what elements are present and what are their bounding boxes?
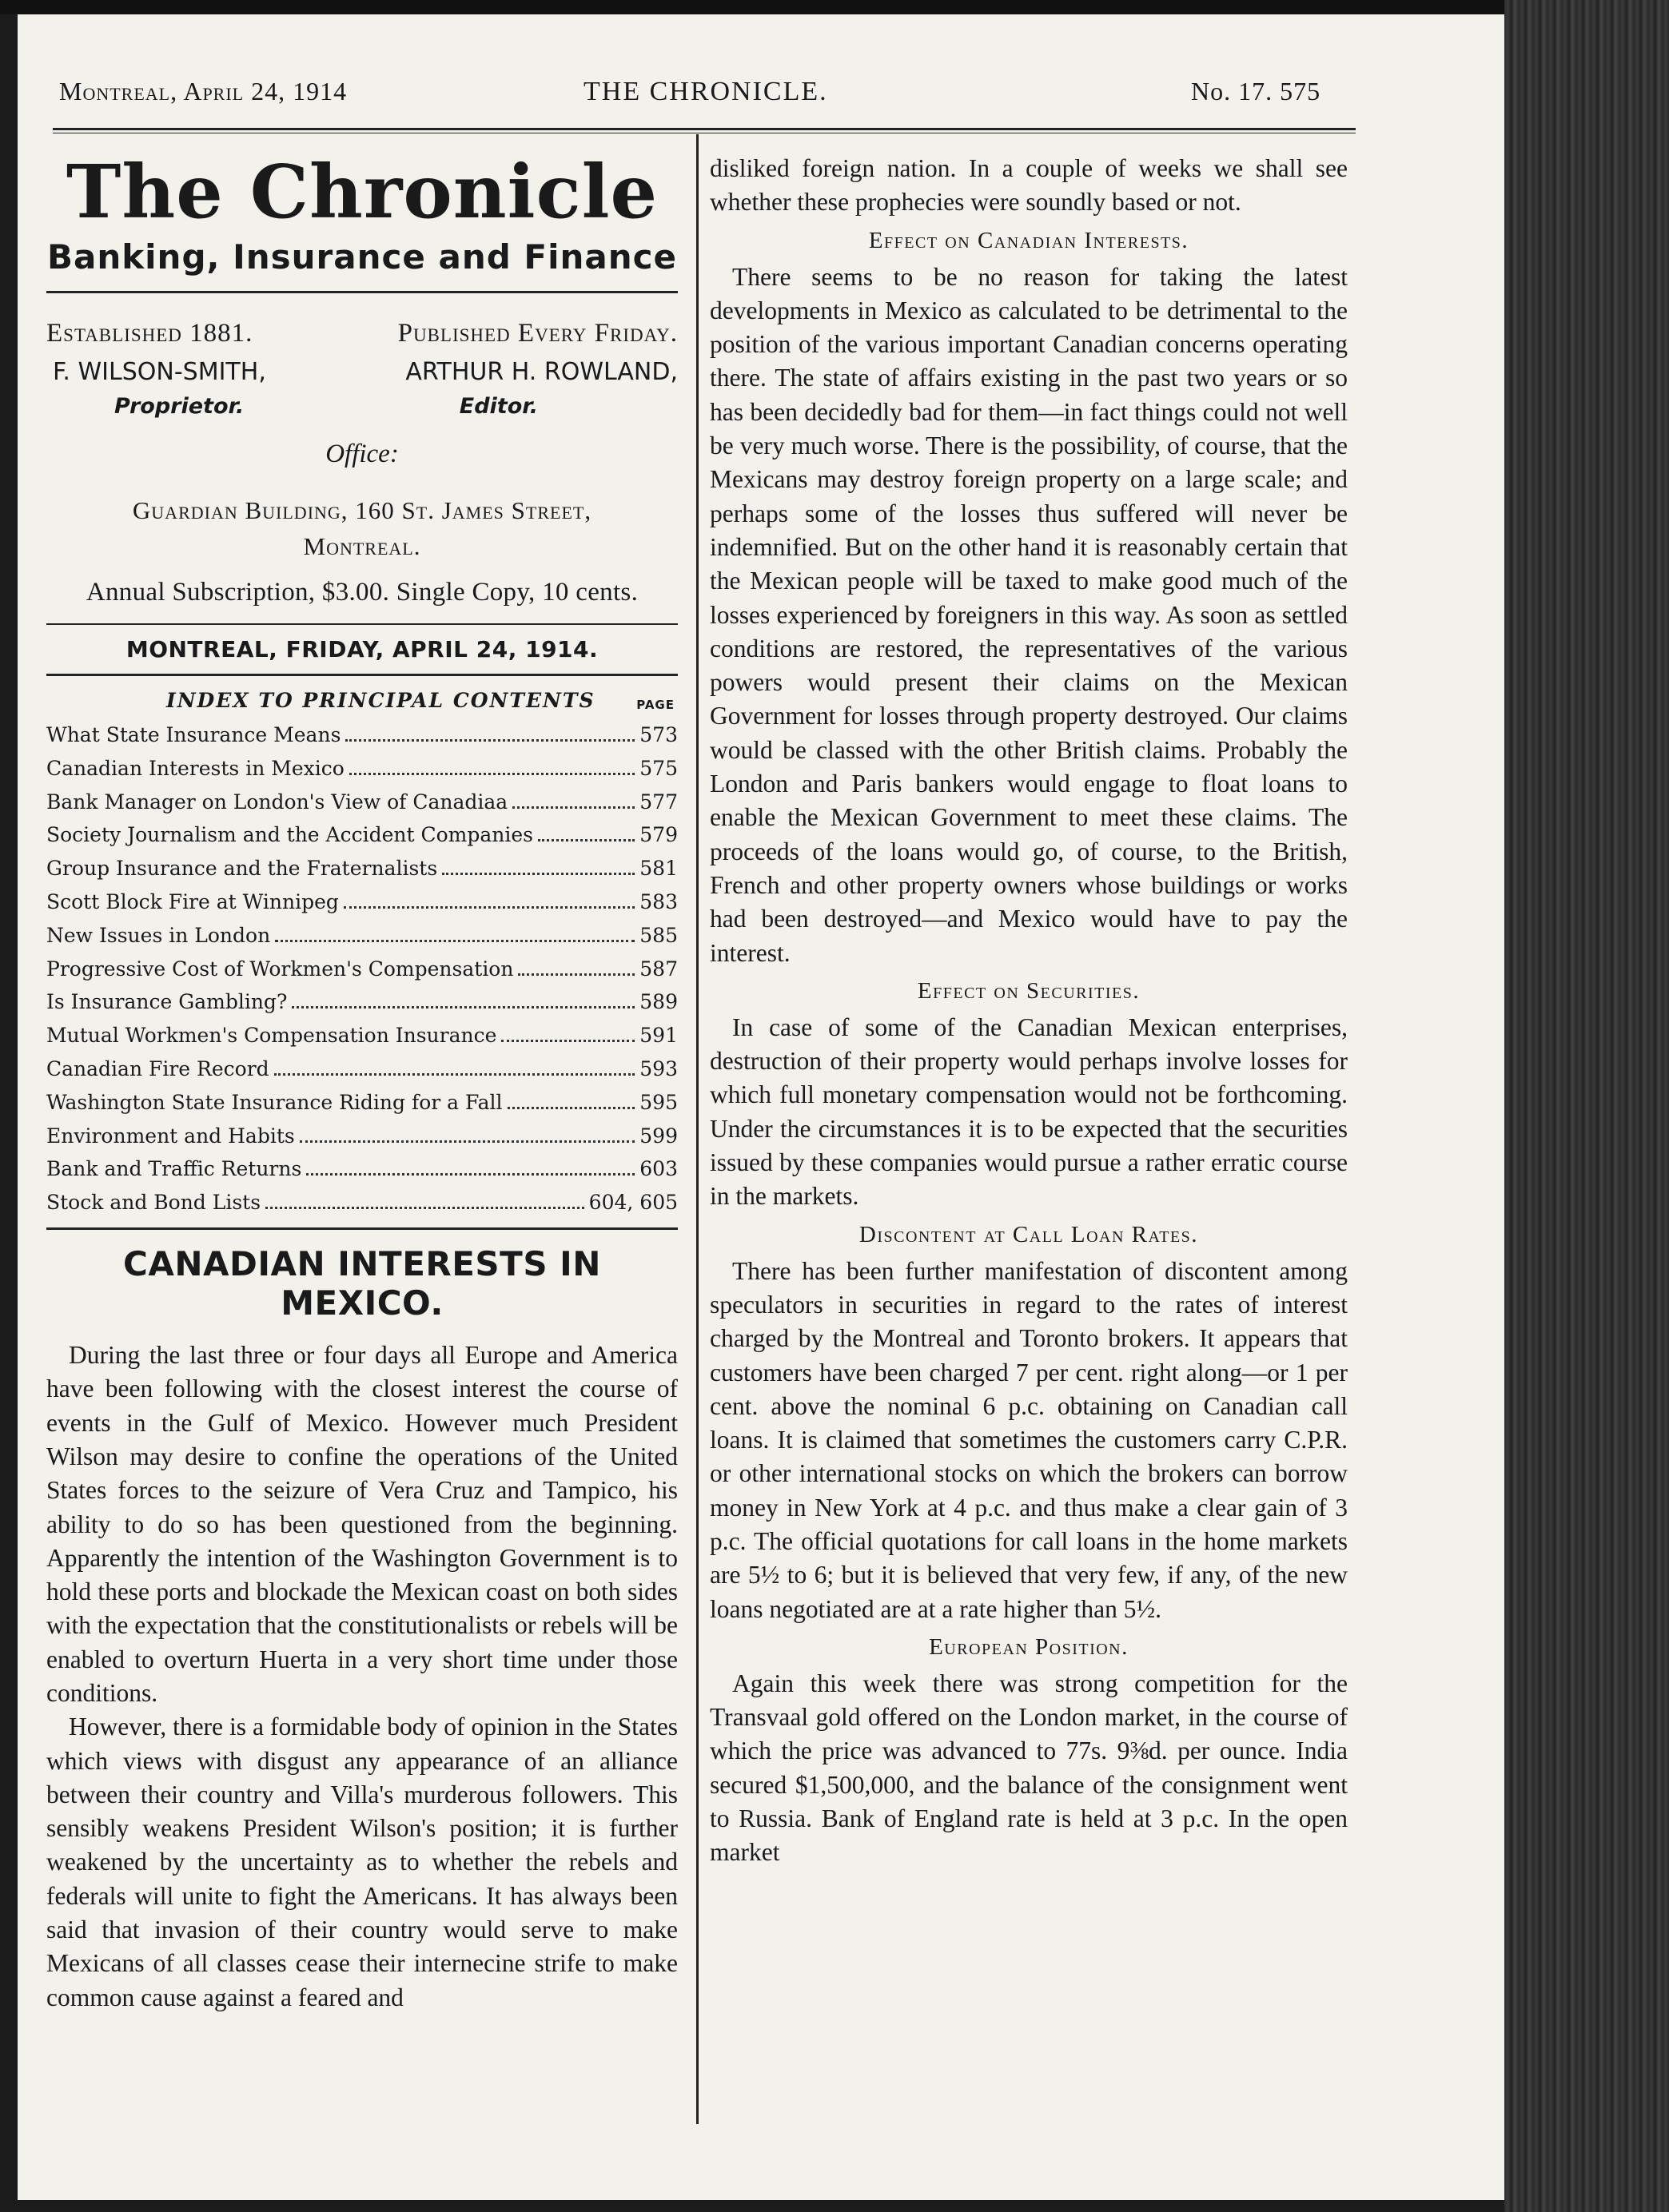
toc-leader: [265, 1207, 584, 1209]
toc-item: [46, 1186, 678, 1219]
masthead-subtitle: Banking, Insurance and Finance: [46, 237, 678, 277]
toc-item-page: 585: [639, 923, 678, 947]
toc-item-title: Bank and Traffic Returns: [46, 1157, 302, 1181]
toc-item: [46, 885, 678, 919]
toc-leader: [518, 973, 635, 976]
toc-item-title: Is Insurance Gambling?: [46, 990, 288, 1014]
toc-leader: [349, 773, 635, 775]
toc-leader: [512, 806, 635, 809]
running-header-number: No. 17. 575: [1191, 77, 1321, 105]
proprietor-name: F. WILSON-SMITH,: [53, 358, 266, 387]
toc-item: [46, 752, 678, 786]
section-heading: Discontent at Call Loan Rates.: [858, 1221, 1199, 1247]
toc-rule-bottom: [46, 1227, 678, 1230]
editor-role: Editor.: [459, 394, 538, 420]
toc-item-page: 573: [639, 723, 678, 747]
toc-item: [46, 953, 678, 986]
toc-leader: [306, 1173, 635, 1176]
toc-item-title: New Issues in London: [46, 923, 271, 947]
subscription-text: Annual Subscription, $3.00. Single Copy, 10 cents.: [86, 578, 639, 607]
toc-item: [46, 1052, 678, 1086]
dateline-rule-bottom: [46, 674, 678, 676]
dateline: MONTREAL, FRIDAY, APRIL 24, 1914.: [125, 636, 599, 663]
article-paragraph: During the last three or four days all Europe and America have been following with the closest interest the course of events in the Gulf of Mexico. However much President Wilson may desire to confine the operations of the United States forces to the seizure of Vera Cruz and Tampico, his ability to do so has been questioned from the beginning. Apparently the intention of the Washington Government is to hold these ports and blockade the Mexican coast on both sides with the expectation that the constitutionalists or rebels will be enabled to overturn Huerta in a very short time under those conditions.: [46, 1341, 678, 1707]
toc-leader: [344, 906, 635, 909]
toc-header: [46, 689, 678, 712]
toc-leader: [275, 940, 635, 942]
toc-leader: [292, 1006, 635, 1009]
toc-item-title: Canadian Interests in Mexico: [46, 756, 345, 780]
toc-item-title: Scott Block Fire at Winnipeg: [46, 890, 339, 914]
running-header-date: Montreal, April 24, 1914: [59, 77, 348, 105]
toc-leader: [501, 1040, 635, 1042]
article-continuation: disliked foreign nation. In a couple of weeks we shall see whether these prophecies were soundly based or not.: [710, 154, 1348, 217]
office-address: [46, 493, 678, 565]
toc-item: [46, 718, 678, 752]
toc-item: [46, 852, 678, 885]
toc-item-page: 603: [639, 1157, 678, 1181]
toc-leader: [442, 873, 635, 875]
toc-item-title: Canadian Fire Record: [46, 1057, 269, 1081]
scan-top-border: [0, 0, 1669, 14]
toc-item-title: Society Journalism and the Accident Companies: [46, 823, 533, 847]
left-column: [46, 149, 678, 2015]
toc-item-page: 595: [639, 1090, 678, 1114]
toc-item-page: 604, 605: [588, 1191, 678, 1215]
toc-item-page: 577: [639, 790, 678, 814]
toc-item: [46, 786, 678, 819]
established-text: Established 1881.: [46, 319, 253, 348]
toc-leader: [274, 1073, 635, 1076]
toc-item-title: Environment and Habits: [46, 1124, 295, 1148]
section-text: There seems to be no reason for taking the latest developments in Mexico as calculated to be detrimental to the position of the various important Canadian concerns operating there. The state of affairs existing in the past two years or so has been decidedly bad for them—in fact things could not well be very much worse. There is the possibility, of course, that the Mexicans may destroy foreign property on a large scale; and perhaps some of the losses thus suffered will never be indemnified. But on the other hand it is reasonably certain that the Mexican people will be taxed to make good much of the losses experienced by foreigners in this way. As soon as settled conditions are restored, the representatives of the various powers would present their claims on the Mexican Government for losses through property destroyed. Our claims would be classed with the other British claims. Probably the London and Paris bankers would engage to float loans to enable the Mexican Government to meet these claims. The proceeds of the loans would go, of course, to the British, French and other property owners whose buildings or works had been destroyed—and Mexico would have to pay the interest.: [710, 262, 1348, 967]
toc-item-page: 599: [639, 1124, 678, 1148]
toc-item-page: 589: [639, 990, 678, 1014]
toc-item-page: 575: [639, 756, 678, 780]
toc-item: [46, 818, 678, 852]
section-heading: Effect on Securities.: [917, 977, 1141, 1004]
address-line-2: Montreal.: [303, 532, 421, 561]
dateline-rule-top: [46, 623, 678, 625]
running-header-title: THE CHRONICLE.: [584, 77, 828, 106]
toc-page-label: PAGE: [636, 698, 675, 713]
toc-item-title: Washington State Insurance Riding for a Fall: [46, 1090, 503, 1114]
masthead-rule: [46, 291, 678, 293]
office-label: Office:: [325, 440, 399, 469]
header-rule: [53, 128, 1356, 133]
section-text: There has been further manifestation of discontent among speculators in securities in regard to the rates of interest charged by the Montreal and Toronto brokers. It appears that customers have been charged 7 per cent. right along—or 1 per cent. above the nominal 6 p.c. obtaining on Canadian call loans. It is claimed that sometimes the customers carry C.P.R. or other international stocks on which the brokers can borrow money in New York at 4 p.c. and thus make a clear gain of 3 p.c. The official quotations for call loans in the home markets are 5½ to 6; but it is believed that very few, if any, of the new loans negotiated are at a rate higher than 5½.: [710, 1256, 1348, 1623]
toc-item-page: 581: [639, 857, 678, 881]
toc-item: [46, 985, 678, 1019]
section-heading: European Position.: [929, 1633, 1129, 1660]
section-text: Again this week there was strong competition for the Transvaal gold offered on the London market, in the course of which the price was advanced to 77s. 9⅜d. per ounce. India secured $1,500,000, and the balance of the consignment went to Russia. Bank of England rate is held at 3 p.c. In the open market: [710, 1669, 1348, 1867]
toc-title: INDEX TO PRINCIPAL CONTENTS: [166, 689, 596, 713]
toc-item: [46, 1120, 678, 1153]
address-line-1: Guardian Building, 160 St. James Street,: [132, 496, 592, 525]
toc-item-page: 587: [639, 957, 678, 981]
column-rule: [696, 134, 699, 2124]
scan-book-edge: [1504, 0, 1669, 2212]
article-title: CANADIAN INTERESTS IN MEXICO.: [123, 1244, 601, 1323]
toc-item: [46, 919, 678, 953]
publication-info: [46, 319, 678, 348]
section-text: In case of some of the Canadian Mexican enterprises, destruction of their property would perhaps involve losses for which full monetary compensation would not be forthcoming. Under the circumstances it is to be expected that the securities issued by these companies would pursue a rather erratic course in the markets.: [710, 1013, 1348, 1211]
toc-item-title: Bank Manager on London's View of Canadiaa: [46, 790, 508, 814]
toc-item-page: 583: [639, 890, 678, 914]
toc-item: [46, 1086, 678, 1120]
toc-item-page: 591: [639, 1024, 678, 1048]
toc-leader: [300, 1140, 635, 1143]
toc-item: [46, 1152, 678, 1186]
article-paragraph: However, there is a formidable body of opinion in the States which views with disgust any appearance of an alliance between their country and Villa's murderous followers. This sensibly weakens President Wilson's position; it is further weakened by the uncertainty as to whether the rebels and federals will unite to fight the Americans. It has always been said that invasion of their country would serve to make Mexicans of all classes cease their internecine strife to make common cause against a feared and: [46, 1713, 678, 2011]
toc-item-title: Mutual Workmen's Compensation Insurance: [46, 1024, 497, 1048]
toc-item-title: Progressive Cost of Workmen's Compensation: [46, 957, 514, 981]
article-body-left: [46, 1339, 678, 2015]
toc-item-title: Stock and Bond Lists: [46, 1191, 261, 1215]
toc-leader: [508, 1107, 635, 1109]
staff-roles: [46, 394, 678, 419]
toc-item-title: Group Insurance and the Fraternalists: [46, 857, 438, 881]
editor-name: ARTHUR H. ROWLAND,: [405, 358, 678, 387]
toc-leader: [345, 739, 635, 742]
proprietor-role: Proprietor.: [114, 394, 245, 420]
toc-leader: [538, 839, 635, 841]
toc-item-title: What State Insurance Means: [46, 723, 341, 747]
toc-item-page: 579: [639, 823, 678, 847]
right-column: [710, 152, 1348, 1870]
published-text: Published Every Friday.: [397, 319, 678, 348]
toc-list: [46, 718, 678, 1219]
section-heading: Effect on Canadian Interests.: [868, 227, 1189, 253]
toc-item-page: 593: [639, 1057, 678, 1081]
toc-item: [46, 1019, 678, 1052]
staff-names: [46, 358, 678, 386]
masthead-title: The Chronicle: [66, 149, 659, 235]
